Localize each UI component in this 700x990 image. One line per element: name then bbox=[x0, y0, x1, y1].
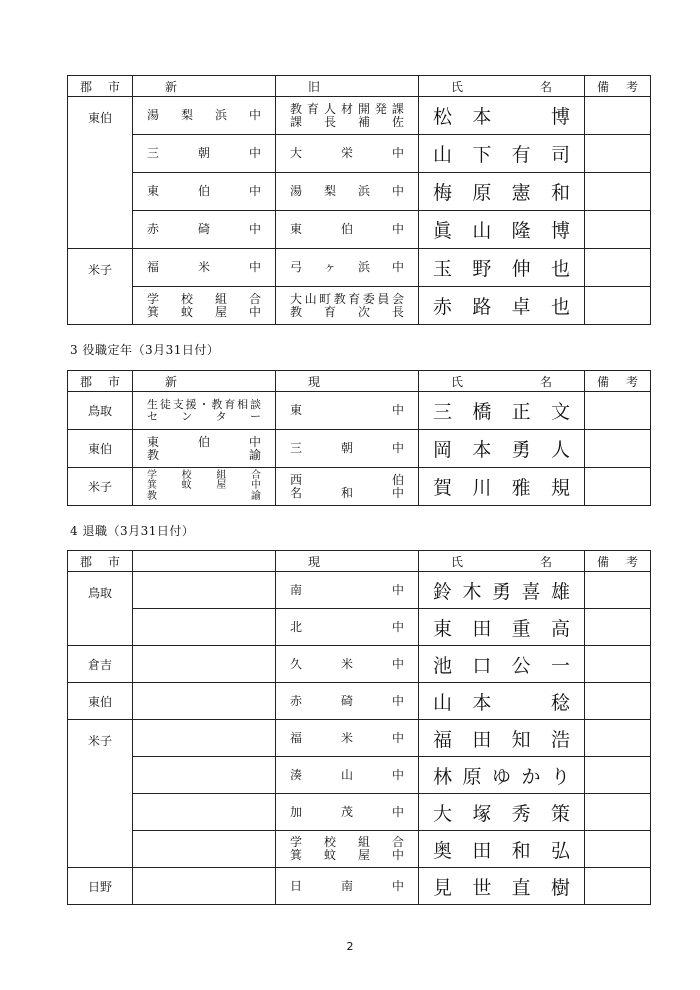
new-post-cell: 赤 碕 中 bbox=[133, 211, 276, 249]
name-cell: 東 田 重 高 bbox=[419, 609, 585, 646]
new-post-cell: 湯 梨 浜 中 bbox=[133, 97, 276, 135]
name-cell: 池 口 公 一 bbox=[419, 646, 585, 683]
old-post-cell: 教 育 人 材 開 発 課 課 長 補 佐 bbox=[276, 97, 419, 135]
region-cell: 鳥取 bbox=[68, 572, 133, 646]
new-post-cell: 生 徒 支 援 ・ 教 育 相 談 セ ン タ ー bbox=[133, 392, 276, 430]
name-cell: 三 橋 正 文 bbox=[419, 392, 585, 430]
note-cell bbox=[585, 868, 651, 905]
table-header-row bbox=[68, 76, 651, 97]
post-retirement-table bbox=[67, 370, 651, 506]
header-new: 新 bbox=[133, 76, 276, 97]
name-cell: 林 原 ゆ か り bbox=[419, 757, 585, 794]
note-cell bbox=[585, 392, 651, 430]
header-note: 備 考 bbox=[585, 76, 651, 97]
header-current: 現 bbox=[276, 371, 419, 392]
section-heading-retirement: 4 退職（3月31日付） bbox=[70, 524, 195, 538]
empty-cell bbox=[133, 646, 276, 683]
section-heading-retirement-age: 3 役職定年（3月31日付） bbox=[70, 343, 220, 357]
name-cell: 山 本 稔 bbox=[419, 683, 585, 720]
empty-cell bbox=[133, 757, 276, 794]
empty-cell bbox=[133, 868, 276, 905]
name-cell: 奥 田 和 弘 bbox=[419, 831, 585, 868]
table-row bbox=[68, 392, 651, 430]
note-cell bbox=[585, 173, 651, 211]
name-cell: 賀 川 雅 規 bbox=[419, 468, 585, 506]
old-post-cell: 弓 ヶ 浜 中 bbox=[276, 249, 419, 287]
name-cell: 眞 山 隆 博 bbox=[419, 211, 585, 249]
table-row bbox=[68, 831, 651, 868]
table-row bbox=[68, 683, 651, 720]
region-cell: 東伯 bbox=[68, 97, 133, 249]
note-cell bbox=[585, 135, 651, 173]
region-cell: 米子 bbox=[68, 720, 133, 868]
old-post-cell: 湯 梨 浜 中 bbox=[276, 173, 419, 211]
table-row bbox=[68, 868, 651, 905]
note-cell bbox=[585, 794, 651, 831]
current-post-cell: 久 米 中 bbox=[276, 646, 419, 683]
old-post-cell: 東 伯 中 bbox=[276, 211, 419, 249]
name-cell: 岡 本 勇 人 bbox=[419, 430, 585, 468]
header-new: 新 bbox=[133, 371, 276, 392]
new-post-cell: 東 伯 中 教 諭 bbox=[133, 430, 276, 468]
name-cell: 梅 原 憲 和 bbox=[419, 173, 585, 211]
note-cell bbox=[585, 757, 651, 794]
name-cell: 見 世 直 樹 bbox=[419, 868, 585, 905]
table-row bbox=[68, 430, 651, 468]
note-cell bbox=[585, 720, 651, 757]
table-header-row bbox=[68, 371, 651, 392]
header-note: 備 考 bbox=[585, 371, 651, 392]
note-cell bbox=[585, 97, 651, 135]
table-header-row bbox=[68, 551, 651, 572]
new-post-cell: 東 伯 中 bbox=[133, 173, 276, 211]
current-post-cell: 福 米 中 bbox=[276, 720, 419, 757]
retirement-table bbox=[67, 550, 651, 905]
header-region: 郡 市 bbox=[68, 551, 133, 572]
page-number: 2 bbox=[346, 940, 354, 953]
old-post-cell: 大 栄 中 bbox=[276, 135, 419, 173]
region-cell: 鳥取 bbox=[68, 392, 133, 430]
table-row bbox=[68, 173, 651, 211]
table-row bbox=[68, 97, 651, 135]
name-cell: 玉 野 伸 也 bbox=[419, 249, 585, 287]
note-cell bbox=[585, 609, 651, 646]
table-row bbox=[68, 757, 651, 794]
current-post-cell: 学 校 組 合 箕 蚊 屋 中 bbox=[276, 831, 419, 868]
table-row bbox=[68, 249, 651, 287]
note-cell bbox=[585, 646, 651, 683]
name-cell: 赤 路 卓 也 bbox=[419, 287, 585, 325]
table-row bbox=[68, 287, 651, 325]
current-post-cell: 日 南 中 bbox=[276, 868, 419, 905]
current-post-cell: 東 中 bbox=[276, 392, 419, 430]
header-name: 氏 名 bbox=[419, 76, 585, 97]
region-cell: 米子 bbox=[68, 249, 133, 325]
note-cell bbox=[585, 211, 651, 249]
current-post-cell: 加 茂 中 bbox=[276, 794, 419, 831]
name-cell: 松 本 博 bbox=[419, 97, 585, 135]
new-post-cell: 学 校 組 合 箕 蚊 屋 中 教 諭 bbox=[133, 468, 276, 506]
header-name: 氏 名 bbox=[419, 371, 585, 392]
table-row bbox=[68, 609, 651, 646]
current-post-cell: 西 伯 名 和 中 bbox=[276, 468, 419, 506]
note-cell bbox=[585, 683, 651, 720]
table-row bbox=[68, 211, 651, 249]
name-cell: 福 田 知 浩 bbox=[419, 720, 585, 757]
note-cell bbox=[585, 430, 651, 468]
region-cell: 倉吉 bbox=[68, 646, 133, 683]
header-blank bbox=[133, 551, 276, 572]
name-cell: 大 塚 秀 策 bbox=[419, 794, 585, 831]
table-row bbox=[68, 794, 651, 831]
note-cell bbox=[585, 287, 651, 325]
header-name: 氏 名 bbox=[419, 551, 585, 572]
header-old: 旧 bbox=[276, 76, 419, 97]
name-cell: 山 下 有 司 bbox=[419, 135, 585, 173]
table-row bbox=[68, 468, 651, 506]
transfer-table bbox=[67, 75, 651, 325]
header-note: 備 考 bbox=[585, 551, 651, 572]
region-cell: 東伯 bbox=[68, 430, 133, 468]
note-cell bbox=[585, 468, 651, 506]
current-post-cell: 三 朝 中 bbox=[276, 430, 419, 468]
note-cell bbox=[585, 249, 651, 287]
header-current: 現 bbox=[276, 551, 419, 572]
new-post-cell: 学 校 組 合 箕 蚊 屋 中 bbox=[133, 287, 276, 325]
current-post-cell: 北 中 bbox=[276, 609, 419, 646]
note-cell bbox=[585, 572, 651, 609]
current-post-cell: 湊 山 中 bbox=[276, 757, 419, 794]
empty-cell bbox=[133, 572, 276, 609]
header-region: 郡 市 bbox=[68, 76, 133, 97]
new-post-cell: 福 米 中 bbox=[133, 249, 276, 287]
current-post-cell: 南 中 bbox=[276, 572, 419, 609]
region-cell: 東伯 bbox=[68, 683, 133, 720]
table-row bbox=[68, 572, 651, 609]
region-cell: 米子 bbox=[68, 468, 133, 506]
empty-cell bbox=[133, 683, 276, 720]
empty-cell bbox=[133, 794, 276, 831]
empty-cell bbox=[133, 831, 276, 868]
note-cell bbox=[585, 831, 651, 868]
current-post-cell: 赤 碕 中 bbox=[276, 683, 419, 720]
empty-cell bbox=[133, 720, 276, 757]
empty-cell bbox=[133, 609, 276, 646]
table-row bbox=[68, 646, 651, 683]
old-post-cell: 大 山 町 教 育 委 員 会 教 育 次 長 bbox=[276, 287, 419, 325]
region-cell: 日野 bbox=[68, 868, 133, 905]
name-cell: 鈴 木 勇 喜 雄 bbox=[419, 572, 585, 609]
table-row bbox=[68, 135, 651, 173]
header-region: 郡 市 bbox=[68, 371, 133, 392]
new-post-cell: 三 朝 中 bbox=[133, 135, 276, 173]
table-row bbox=[68, 720, 651, 757]
